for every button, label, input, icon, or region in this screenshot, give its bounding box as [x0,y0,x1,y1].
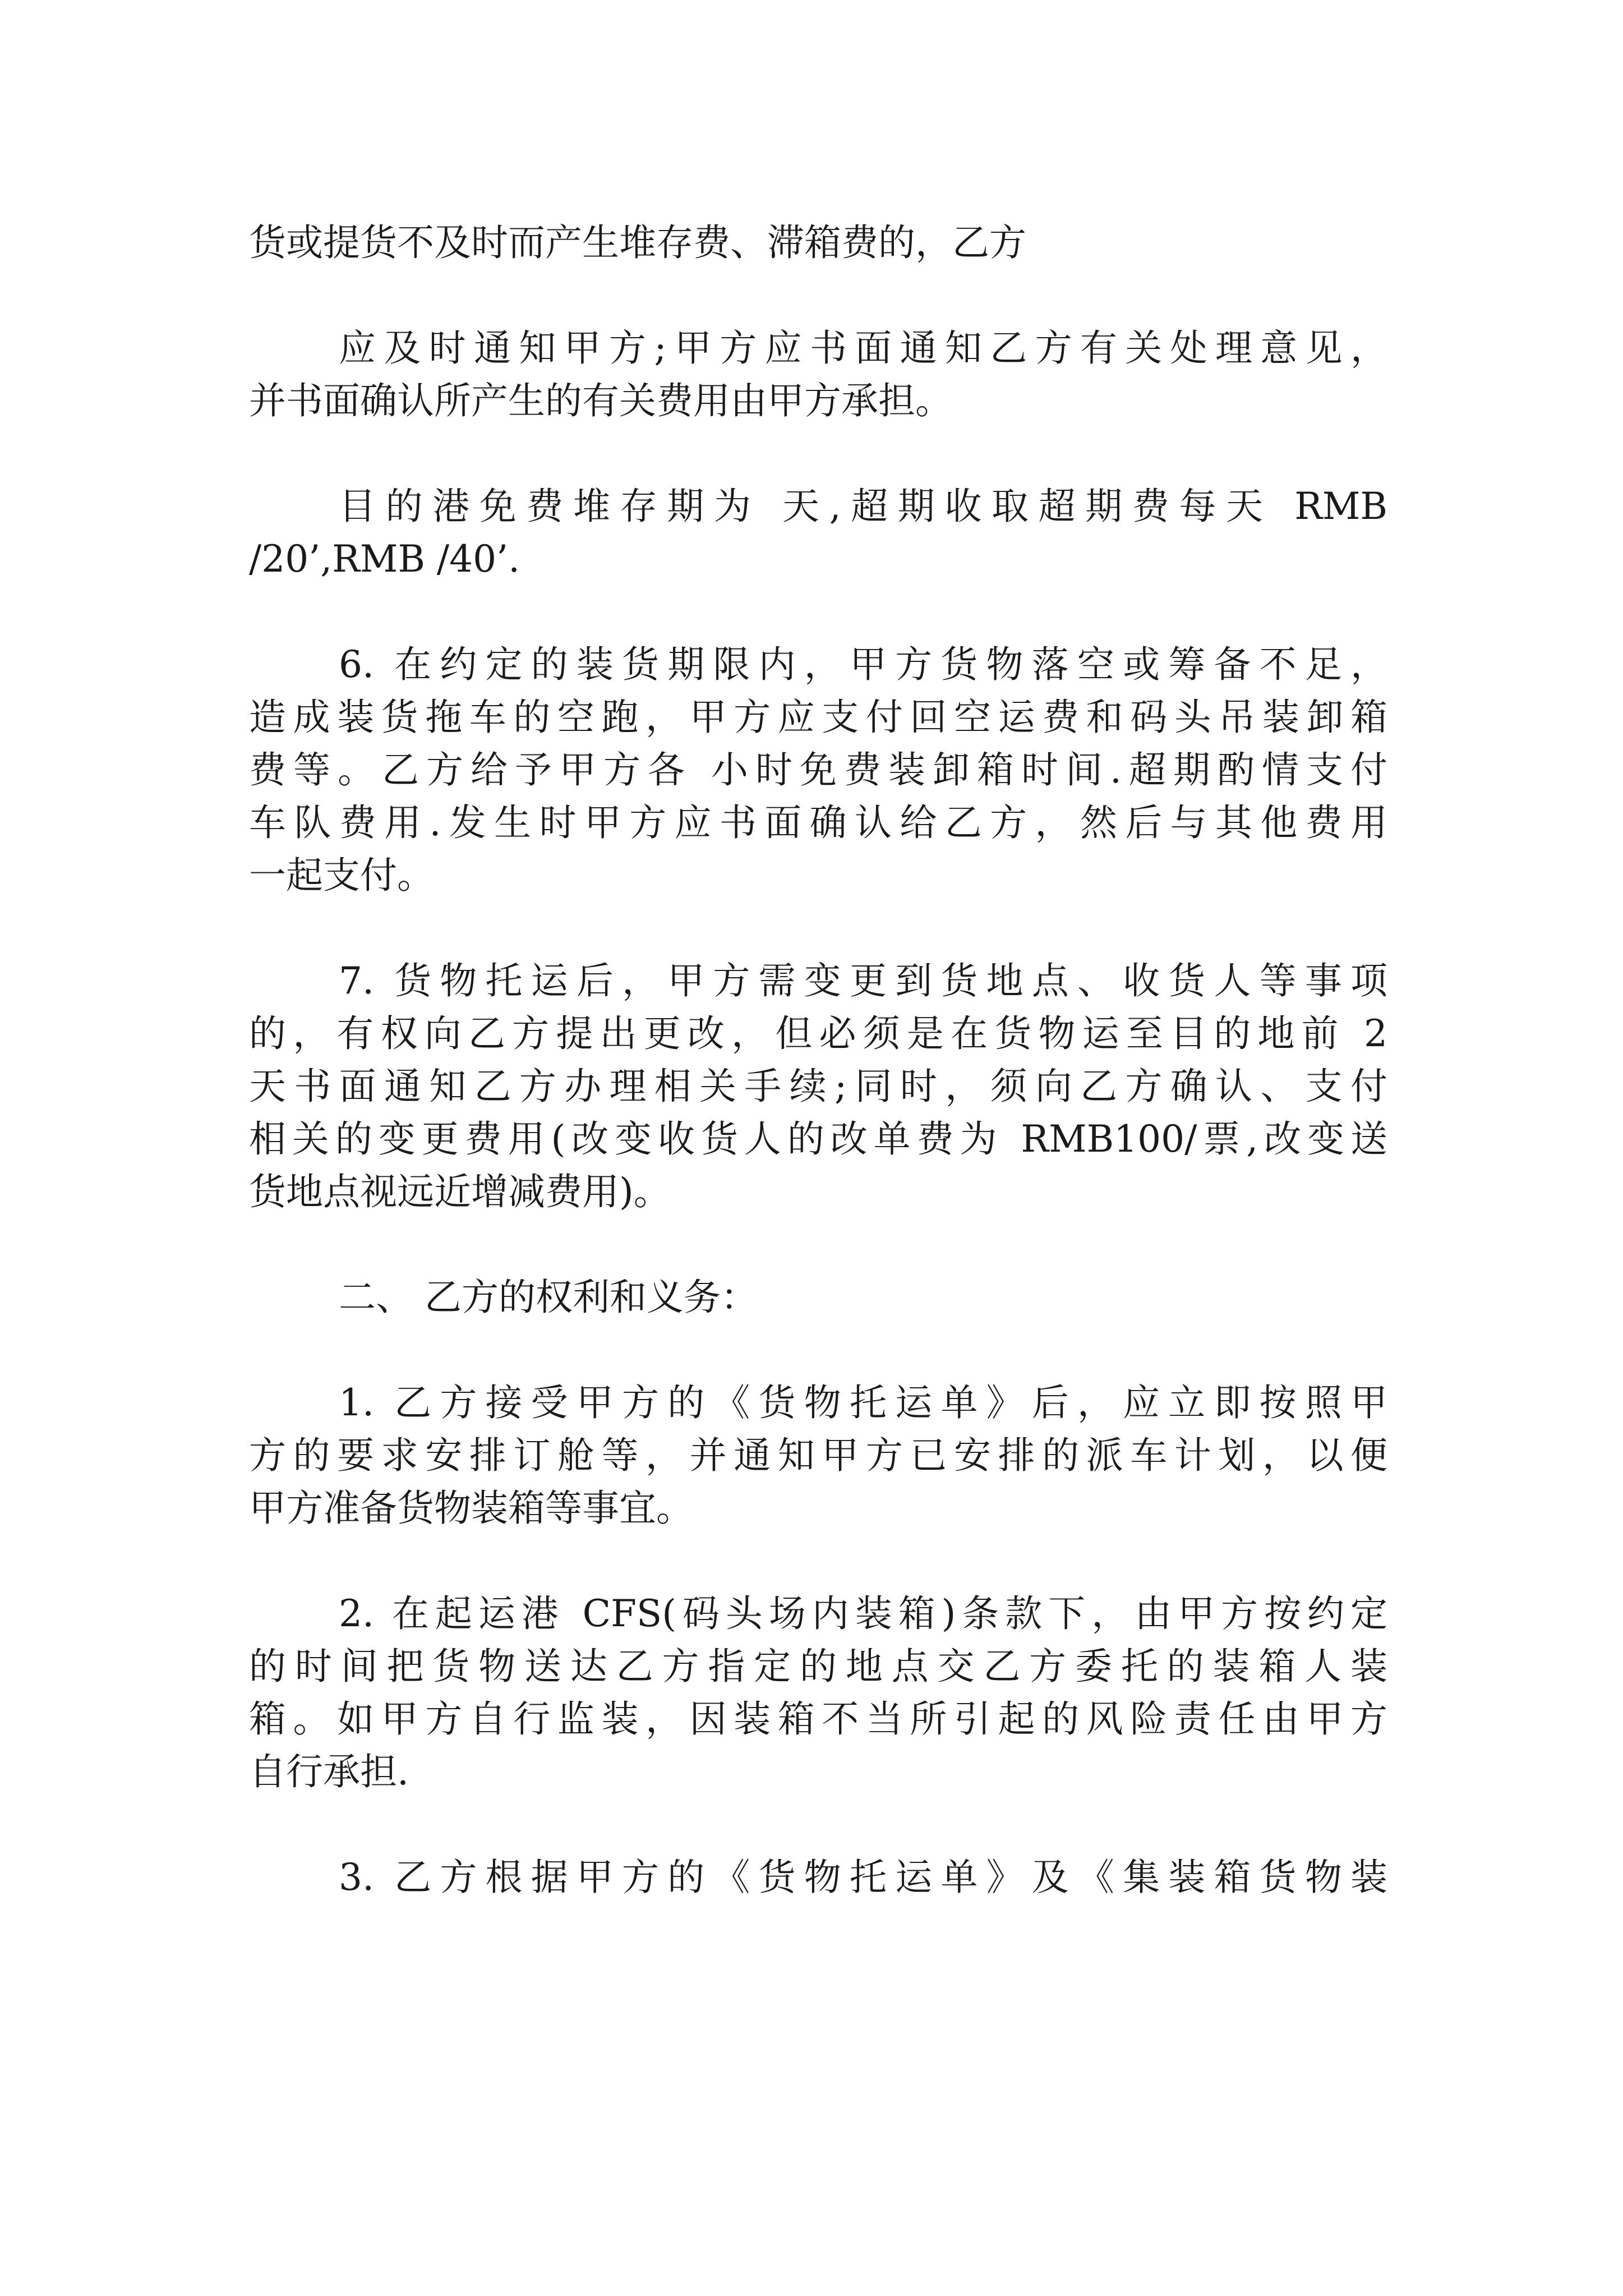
paragraph-free-storage-period [249,480,1387,586]
text-line: 方的要求安排订舱等，并通知甲方已安排的派车计划，以便 [249,1434,1387,1477]
paragraph-gap [249,586,1387,638]
text-line: 车队费用.发生时甲方应书面确认给乙方，然后与其他费用 [249,801,1387,844]
paragraph-gap [249,1798,1387,1851]
text-line: 箱。如甲方自行监装，因装箱不当所引起的风险责任由甲方 [249,1697,1387,1741]
text-line: 的时间把货物送达乙方指定的地点交乙方委托的装箱人装 [249,1645,1387,1688]
paragraph-party-b-clause-1 [249,1377,1387,1535]
text-line: 7. 货物托运后，甲方需变更到货地点、收货人等事项 [339,959,1387,1002]
text-line: 自行承担. [249,1750,409,1793]
paragraph-gap [249,902,1387,955]
text-line: 并书面确认所产生的有关费用由甲方承担。 [249,379,952,422]
text-line: 应及时通知甲方;甲方应书面通知乙方有关处理意见， [339,326,1387,370]
text-line: 3. 乙方根据甲方的《货物托运单》及《集装箱货物装 [339,1856,1387,1899]
paragraph-gap [249,427,1387,480]
paragraph-party-b-clause-2 [249,1588,1387,1798]
text-line: 6. 在约定的装货期限内，甲方货物落空或筹备不足， [339,643,1387,686]
text-line: 的，有权向乙方提出更改，但必须是在货物运至目的地前 2 [249,1012,1387,1055]
paragraph-storage-fees [249,217,1387,269]
text-line: 费等。乙方给予甲方各 小时免费装卸箱时间.超期酌情支付 [249,748,1387,792]
text-line: 天书面通知乙方办理相关手续;同时，须向乙方确认、支付 [249,1065,1387,1108]
paragraph-gap [249,1324,1387,1377]
text-line: 造成装货拖车的空跑，甲方应支付回空运费和码头吊装卸箱 [249,696,1387,739]
section-heading: 二、 乙方的权利和义务： [339,1276,758,1319]
text-line: 货地点视远近增减费用)。 [249,1170,671,1213]
paragraph-clause-7 [249,955,1387,1218]
paragraph-clause-6 [249,638,1387,902]
paragraph-gap [249,1218,1387,1271]
section-heading-party-b-rights [249,1271,1387,1324]
text-line: 一起支付。 [249,854,434,897]
text-line: /20’,RMB /40’. [249,537,520,581]
paragraph-gap [249,1535,1387,1588]
paragraph-notify-party-a [249,322,1387,427]
document-body [249,217,1387,1904]
text-line: 甲方准备货物装箱等事宜。 [249,1487,693,1530]
text-line: 目的港免费堆存期为 天,超期收取超期费每天 RMB [339,485,1387,528]
text-line: 相关的变更费用(改变收货人的改单费为 RMB100/票,改变送 [249,1117,1387,1161]
paragraph-party-b-clause-3 [249,1851,1387,1904]
text-line: 2. 在起运港 CFS(码头场内装箱)条款下，由甲方按约定 [339,1592,1387,1635]
text-line: 货或提货不及时而产生堆存费、滞箱费的，乙方 [249,221,1026,264]
text-line: 1. 乙方接受甲方的《货物托运单》后，应立即按照甲 [339,1381,1387,1424]
paragraph-gap [249,269,1387,322]
